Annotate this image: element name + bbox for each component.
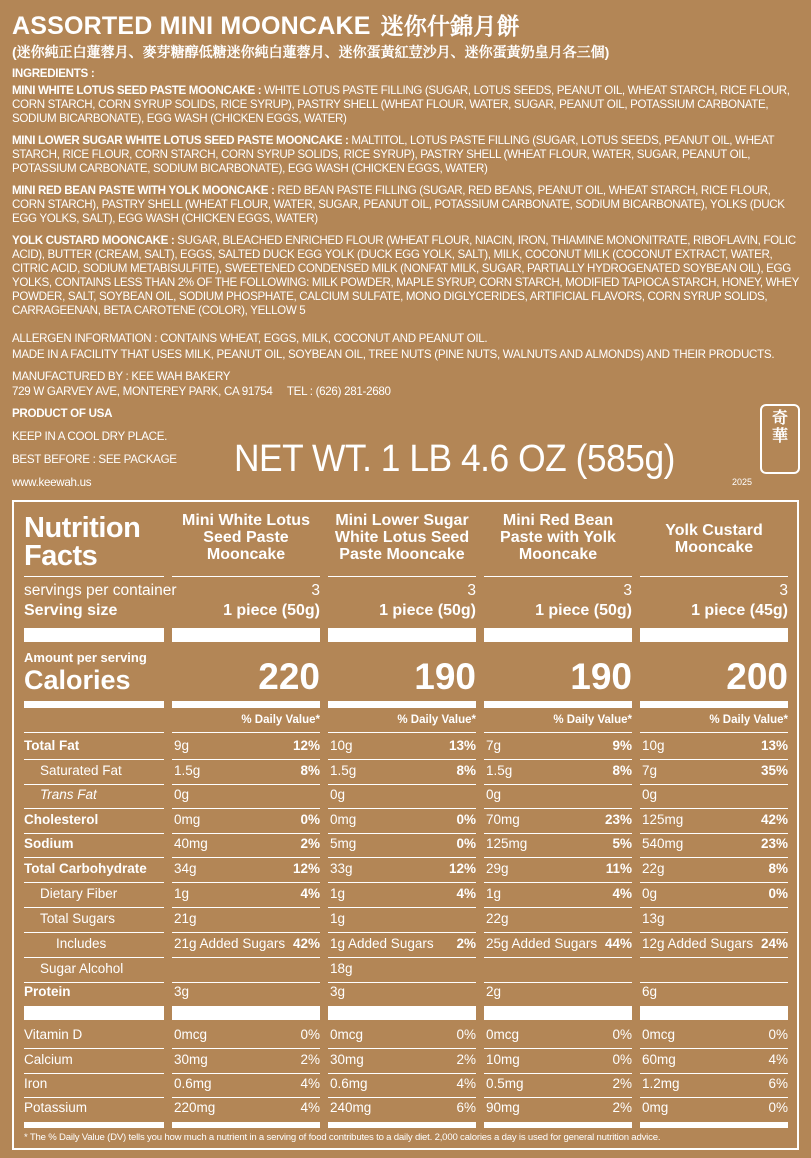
vitamin-amount: 0mcg	[642, 1027, 676, 1042]
divider-line	[484, 576, 632, 577]
vitamin-amount: 0.5mg	[486, 1076, 524, 1091]
divider-line	[328, 808, 476, 809]
divider-line	[172, 857, 320, 858]
divider-bar	[328, 628, 476, 642]
nutrient-amount: 10g	[642, 738, 665, 753]
divider-line	[24, 882, 164, 883]
divider-line	[172, 784, 320, 785]
divider-bar	[24, 628, 164, 642]
divider-bar	[172, 1122, 320, 1128]
year-label: 2025	[732, 477, 753, 487]
nutrient-daily-value: 0%	[768, 886, 788, 901]
nutrient-amount: 2g	[486, 984, 502, 999]
divider-line	[24, 784, 164, 785]
divider-line	[640, 882, 788, 883]
divider-line	[484, 833, 632, 834]
vitamin-daily-value: 0%	[768, 1100, 788, 1115]
divider-line	[640, 759, 788, 760]
product-name-header	[172, 512, 320, 563]
divider-line	[640, 1097, 788, 1098]
storage: KEEP IN A COOL DRY PLACE.	[12, 430, 168, 443]
nutrient-daily-value: 44%	[604, 936, 632, 951]
divider-bar	[640, 701, 788, 708]
nutrient-daily-value: 11%	[605, 861, 632, 876]
vitamin-daily-value: 6%	[768, 1076, 788, 1091]
divider-line	[640, 833, 788, 834]
servings-value: 3	[779, 582, 788, 599]
nutrient-daily-value: 35%	[760, 763, 788, 778]
vitamin-amount: 60mg	[642, 1052, 676, 1067]
divider-line	[24, 907, 164, 908]
nutrient-label: Total Sugars	[40, 911, 116, 926]
vitamin-daily-value: 2%	[456, 1052, 476, 1067]
vitamin-daily-value: 4%	[456, 1076, 476, 1091]
nutrient-amount: 0g	[642, 787, 658, 802]
divider-line	[328, 982, 476, 983]
divider-line	[484, 1048, 632, 1049]
nutrient-amount: 0mg	[330, 812, 357, 827]
vitamin-daily-value: 2%	[300, 1052, 320, 1067]
divider-bar	[640, 1122, 788, 1128]
nutrient-daily-value: 12%	[292, 861, 320, 876]
divider-line	[172, 957, 320, 958]
nutrient-label: Dietary Fiber	[40, 886, 118, 901]
nutrient-daily-value: 0%	[456, 812, 476, 827]
divider-line	[328, 1097, 476, 1098]
divider-bar	[484, 628, 632, 642]
divider-bar	[484, 1006, 632, 1020]
nutrient-amount: 0g	[642, 886, 658, 901]
vitamin-amount: 1.2mg	[642, 1076, 680, 1091]
vitamin-amount: 10mg	[486, 1052, 520, 1067]
divider-line	[328, 1073, 476, 1074]
vitamin-amount: 0mcg	[174, 1027, 208, 1042]
ingredient-text: SUGAR, BLEACHED ENRICHED FLOUR (WHEAT FLOUR, NIACIN, IRON, THIAMINE MONONITRATE, RIBOFLAVIN, FOLIC ACID), BUTTER (CREAM, SALT), EGGS, SALTED DUCK EGG YOLK (DUCK EGG YOLK, SALT), MILK, COCONUT MILK (COCONUT EXTRACT, WATER, CITRIC ACID, SODIUM METABISULFITE), SWEETENED CONDENSED MILK (NONFAT MILK, SUGAR, PARTIALLY HYDROGENATED SOYBEAN OIL), EGG YOLKS, CONTAINS LESS THAN 2% OF THE FOLLOWING: MILK POWDER, MAPLE SYRUP, CORN STARCH, MODIFIED TAPIOCA STARCH, HONEY, WHEY POWDER, SALT, SOYBEAN OIL, SODIUM PHOSPHATE, CALCIUM SULFATE, MONO DIGLYCERIDES, ARTIFICIAL FLAVORS, CORN SYRUP SOLIDS, CARRAGEENAN, BETA CAROTENE (COLOR), YELLOW 5	[12, 234, 799, 317]
divider-line	[484, 932, 632, 933]
vitamin-amount: 90mg	[486, 1100, 520, 1115]
vitamin-amount: 0mcg	[330, 1027, 364, 1042]
daily-value-header: % Daily Value*	[553, 714, 632, 726]
nutrient-amount: 1g	[486, 886, 502, 901]
divider-bar	[24, 1006, 164, 1020]
serving-size-value: 1 piece (50g)	[223, 602, 320, 619]
nutrient-amount: 1.5g	[486, 763, 513, 778]
website-link[interactable]: www.keewah.us	[12, 476, 92, 489]
ingredient-block	[12, 234, 799, 318]
nutrient-amount: 5mg	[330, 836, 357, 851]
divider-line	[484, 957, 632, 958]
nutrient-daily-value: 12%	[448, 861, 476, 876]
product-name-line: Paste with Yolk	[500, 529, 616, 546]
nutrient-amount: 10g	[330, 738, 353, 753]
nutrient-daily-value: 9%	[612, 738, 632, 753]
daily-value-footnote: * The % Daily Value (DV) tells you how much a nutrient in a serving of food contributes to a daily diet. 2,000 calories a day is used for general nutrition advice.	[24, 1132, 661, 1143]
vitamin-amount: 0mcg	[486, 1027, 520, 1042]
address: 729 W GARVEY AVE, MONTEREY PARK, CA 91754 TEL : (626) 281-2680	[12, 385, 391, 398]
product-name-line: White Lotus Seed	[334, 529, 470, 546]
divider-line	[24, 957, 164, 958]
divider-line	[484, 732, 632, 733]
nutrient-daily-value: 23%	[760, 836, 788, 851]
divider-line	[484, 759, 632, 760]
divider-line	[172, 932, 320, 933]
nutrient-daily-value: 4%	[300, 886, 320, 901]
nutrient-amount: 70mg	[486, 812, 520, 827]
nutrient-daily-value: 24%	[760, 936, 788, 951]
calories-value: 200	[726, 656, 788, 697]
nutrient-amount: 25g Added Sugars	[486, 936, 598, 951]
divider-line	[484, 907, 632, 908]
nutrition-title	[24, 514, 140, 570]
divider-line	[484, 982, 632, 983]
nutrient-amount: 21g	[174, 911, 197, 926]
nutrient-label: Total Fat	[24, 738, 80, 753]
vitamin-daily-value: 0%	[300, 1027, 320, 1042]
servings-value: 3	[311, 582, 320, 599]
nutrient-daily-value: 8%	[300, 763, 320, 778]
divider-line	[24, 982, 164, 983]
vitamin-daily-value: 0%	[612, 1027, 632, 1042]
product-title: ASSORTED MINI MOONCAKE 迷你什錦月餅	[12, 12, 520, 40]
nutrient-amount: 6g	[642, 984, 658, 999]
vitamin-daily-value: 2%	[612, 1076, 632, 1091]
divider-line	[328, 1048, 476, 1049]
divider-line	[640, 808, 788, 809]
nutrient-amount: 40mg	[174, 836, 208, 851]
nutrient-daily-value: 42%	[760, 812, 788, 827]
nutrition-facts-panel	[12, 500, 799, 1150]
nutrient-daily-value: 4%	[456, 886, 476, 901]
nutrient-label: Includes	[56, 936, 107, 951]
vitamin-daily-value: 4%	[768, 1052, 788, 1067]
vitamin-daily-value: 0%	[456, 1027, 476, 1042]
vitamin-daily-value: 0%	[612, 1052, 632, 1067]
ingredient-block	[12, 84, 799, 126]
serving-size-value: 1 piece (50g)	[379, 602, 476, 619]
divider-line	[484, 857, 632, 858]
nutrient-amount: 13g	[642, 911, 665, 926]
vitamin-amount: 220mg	[174, 1100, 216, 1115]
nutrient-amount: 21g Added Sugars	[174, 936, 286, 951]
ingredient-product-name: MINI LOWER SUGAR WHITE LOTUS SEED PASTE MOONCAKE :	[12, 134, 349, 147]
servings-value: 3	[623, 582, 632, 599]
divider-line	[172, 1097, 320, 1098]
divider-line	[640, 784, 788, 785]
nutrient-amount: 33g	[330, 861, 353, 876]
serving-size-value: 1 piece (50g)	[535, 602, 632, 619]
facility-info: MADE IN A FACILITY THAT USES MILK, PEANUT OIL, SOYBEAN OIL, TREE NUTS (PINE NUTS, WALNUTS AND ALMONDS) AND THEIR PRODUCTS.	[12, 348, 775, 361]
divider-line	[328, 784, 476, 785]
nutrient-amount: 1g	[174, 886, 190, 901]
divider-line	[24, 932, 164, 933]
divider-line	[328, 957, 476, 958]
divider-line	[484, 784, 632, 785]
nutrient-amount: 125mg	[642, 812, 684, 827]
divider-bar	[640, 1006, 788, 1020]
divider-line	[328, 932, 476, 933]
vitamin-daily-value: 2%	[612, 1100, 632, 1115]
nutrient-label: Sugar Alcohol	[40, 961, 124, 976]
nutrient-amount: 3g	[330, 984, 346, 999]
nutrient-amount: 1.5g	[174, 763, 201, 778]
nutrient-amount: 7g	[642, 763, 658, 778]
divider-bar	[172, 1006, 320, 1020]
divider-line	[328, 732, 476, 733]
divider-line	[172, 907, 320, 908]
net-weight: NET WT. 1 LB 4.6 OZ (585g)	[234, 438, 675, 480]
divider-line	[24, 808, 164, 809]
product-name-header	[640, 522, 788, 556]
amount-per-serving-label: Amount per serving	[24, 650, 147, 665]
nutrient-amount: 1g Added Sugars	[330, 936, 434, 951]
nutrient-amount: 3g	[174, 984, 190, 999]
nutrient-amount: 29g	[486, 861, 509, 876]
vitamin-label: Calcium	[24, 1052, 73, 1067]
divider-bar	[24, 701, 164, 708]
nutrient-daily-value: 42%	[292, 936, 320, 951]
product-name-line: Mooncake	[518, 546, 598, 563]
nutrient-daily-value: 2%	[456, 936, 476, 951]
divider-line	[24, 1097, 164, 1098]
divider-bar	[640, 628, 788, 642]
nutrient-amount: 0g	[486, 787, 502, 802]
nutrient-label: Cholesterol	[24, 812, 99, 827]
ingredient-text: RED BEAN PASTE FILLING (SUGAR, RED BEANS, PEANUT OIL, WHEAT STARCH, RICE FLOUR, CORN STARCH), PASTRY SHELL (WHEAT FLOUR, WATER, SUGAR, PEANUT OIL, POTASSIUM CARBONATE, SODIUM BICARBONATE), YOLKS (DUCK EGG YOLKS, SALT), EGG WASH (CHICKEN EGGS, WATER)	[12, 184, 785, 225]
nutrient-daily-value: 5%	[612, 836, 632, 851]
nutrient-amount: 125mg	[486, 836, 528, 851]
nutrition-title-line2: Facts	[24, 540, 98, 572]
divider-line	[172, 576, 320, 577]
nutrient-label: Sodium	[24, 836, 74, 851]
divider-line	[172, 732, 320, 733]
divider-line	[484, 1097, 632, 1098]
nutrient-amount: 12g Added Sugars	[642, 936, 754, 951]
divider-bar	[172, 701, 320, 708]
servings-value: 3	[467, 582, 476, 599]
divider-bar	[484, 1122, 632, 1128]
product-name-line: Yolk Custard	[665, 522, 763, 539]
nutrient-amount: 540mg	[642, 836, 684, 851]
allergen-info: ALLERGEN INFORMATION : CONTAINS WHEAT, EGGS, MILK, COCONUT AND PEANUT OIL.	[12, 332, 488, 345]
nutrient-label: Saturated Fat	[40, 763, 122, 778]
product-name-line: Mini White Lotus	[182, 512, 310, 529]
product-name-line: Mooncake	[674, 539, 754, 556]
nutrient-daily-value: 8%	[768, 861, 788, 876]
divider-bar	[172, 628, 320, 642]
calories-label: Calories	[24, 665, 131, 695]
divider-line	[328, 882, 476, 883]
vitamin-daily-value: 0%	[768, 1027, 788, 1042]
nutrient-daily-value: 8%	[612, 763, 632, 778]
divider-line	[24, 732, 164, 733]
nutrient-amount: 1g	[330, 911, 346, 926]
divider-bar	[328, 701, 476, 708]
calories-value: 220	[258, 656, 320, 697]
divider-line	[172, 1048, 320, 1049]
vitamin-amount: 0mg	[642, 1100, 669, 1115]
vitamin-label: Vitamin D	[24, 1027, 83, 1042]
ingredient-text: MALTITOL, LOTUS PASTE FILLING (SUGAR, LOTUS SEEDS, PEANUT OIL, WHEAT STARCH, RICE FLOUR, CORN STARCH, CORN SYRUP SOLIDS, RICE SYRUP), PASTRY SHELL (WHEAT FLOUR, WATER, SUGAR, PEANUT OIL, POTASSIUM CARBONATE, SODIUM BICARBONATE), EGG WASH (CHICKEN EGGS, WATER)	[12, 134, 775, 175]
ingredient-text: WHITE LOTUS PASTE FILLING (SUGAR, LOTUS SEEDS, PEANUT OIL, WHEAT STARCH, RICE FLOUR, CORN STARCH, CORN SYRUP SOLIDS, RICE SYRUP), PASTRY SHELL (WHEAT FLOUR, WATER, SUGAR, PEANUT OIL, POTASSIUM CARBONATE, SODIUM BICARBONATE), EGG WASH (CHICKEN EGGS, WATER)	[12, 84, 790, 125]
nutrient-label: Trans Fat	[40, 787, 97, 802]
divider-line	[640, 907, 788, 908]
divider-line	[484, 882, 632, 883]
daily-value-header: % Daily Value*	[397, 714, 476, 726]
divider-line	[328, 857, 476, 858]
divider-line	[172, 882, 320, 883]
product-name-line: Mini Lower Sugar	[335, 512, 469, 529]
divider-line	[640, 576, 788, 577]
divider-line	[640, 932, 788, 933]
divider-line	[24, 576, 164, 577]
vitamin-amount: 30mg	[174, 1052, 208, 1067]
divider-line	[640, 957, 788, 958]
divider-line	[24, 1073, 164, 1074]
divider-line	[172, 833, 320, 834]
divider-line	[328, 759, 476, 760]
serving-size-label: Serving size	[24, 602, 118, 619]
nutrient-daily-value: 23%	[604, 812, 632, 827]
divider-line	[640, 982, 788, 983]
nutrient-amount: 0g	[174, 787, 190, 802]
product-name-line: Paste Mooncake	[339, 546, 465, 563]
divider-bar	[328, 1122, 476, 1128]
divider-line	[484, 1073, 632, 1074]
nutrient-amount: 7g	[486, 738, 502, 753]
ingredients-heading: INGREDIENTS :	[12, 67, 95, 80]
divider-line	[172, 759, 320, 760]
product-subtitle: (迷你純正白蓮蓉月、麥芽糖醇低糖迷你純白蓮蓉月、迷你蛋黃紅荳沙月、迷你蛋黃奶皇月各三個)	[12, 44, 610, 60]
nutrient-daily-value: 8%	[456, 763, 476, 778]
vitamin-daily-value: 6%	[456, 1100, 476, 1115]
daily-value-header: % Daily Value*	[709, 714, 788, 726]
origin: PRODUCT OF USA	[12, 407, 113, 420]
manufacturer: MANUFACTURED BY : KEE WAH BAKERY	[12, 370, 231, 383]
product-name-header	[328, 512, 476, 563]
divider-bar	[24, 1122, 164, 1128]
nutrient-daily-value: 13%	[760, 738, 788, 753]
product-title-cn: 迷你什錦月餅	[380, 13, 520, 39]
nutrient-daily-value: 0%	[456, 836, 476, 851]
nutrient-label: Protein	[24, 984, 71, 999]
nutrient-amount: 22g	[642, 861, 665, 876]
product-name-line: Mini Red Bean	[502, 512, 614, 529]
vitamin-label: Iron	[24, 1076, 48, 1091]
ingredient-block	[12, 184, 799, 226]
product-name-line: Mooncake	[206, 546, 286, 563]
ingredient-product-name: YOLK CUSTARD MOONCAKE :	[12, 234, 175, 247]
divider-line	[24, 759, 164, 760]
nutrient-amount: 9g	[174, 738, 190, 753]
vitamin-amount: 240mg	[330, 1100, 372, 1115]
divider-line	[172, 982, 320, 983]
divider-bar	[328, 1006, 476, 1020]
product-name-header	[484, 512, 632, 563]
servings-label: servings per container	[24, 582, 177, 599]
nutrient-amount: 22g	[486, 911, 509, 926]
nutrient-daily-value: 2%	[300, 836, 320, 851]
divider-line	[24, 857, 164, 858]
nutrient-amount: 1.5g	[330, 763, 357, 778]
nutrition-title-line1: Nutrition	[24, 512, 141, 544]
calories-value: 190	[570, 656, 632, 697]
vitamin-amount: 30mg	[330, 1052, 364, 1067]
vitamin-amount: 0.6mg	[174, 1076, 212, 1091]
divider-line	[640, 732, 788, 733]
divider-line	[172, 1073, 320, 1074]
best-before: BEST BEFORE : SEE PACKAGE	[12, 453, 177, 466]
divider-line	[328, 907, 476, 908]
nutrient-daily-value: 12%	[292, 738, 320, 753]
divider-line	[640, 1048, 788, 1049]
divider-line	[172, 808, 320, 809]
divider-line	[24, 833, 164, 834]
divider-line	[328, 833, 476, 834]
ingredient-block	[12, 134, 799, 176]
nutrient-amount: 18g	[330, 961, 353, 976]
brand-seal-logo: 奇 華	[760, 404, 800, 474]
vitamin-daily-value: 4%	[300, 1076, 320, 1091]
nutrient-daily-value: 4%	[612, 886, 632, 901]
nutrient-amount: 0mg	[174, 812, 201, 827]
divider-line	[640, 1073, 788, 1074]
divider-line	[24, 1048, 164, 1049]
vitamin-label: Potassium	[24, 1100, 88, 1115]
divider-line	[484, 808, 632, 809]
calories-value: 190	[414, 656, 476, 697]
product-name-line: Seed Paste	[203, 529, 289, 546]
nutrient-daily-value: 13%	[448, 738, 476, 753]
ingredient-product-name: MINI WHITE LOTUS SEED PASTE MOONCAKE :	[12, 84, 262, 97]
vitamin-daily-value: 4%	[300, 1100, 320, 1115]
ingredient-product-name: MINI RED BEAN PASTE WITH YOLK MOONCAKE :	[12, 184, 275, 197]
vitamin-amount: 0.6mg	[330, 1076, 368, 1091]
divider-line	[328, 576, 476, 577]
daily-value-header: % Daily Value*	[241, 714, 320, 726]
nutrient-amount: 0g	[330, 787, 346, 802]
divider-line	[640, 857, 788, 858]
nutrient-daily-value: 0%	[300, 812, 320, 827]
nutrient-label: Total Carbohydrate	[24, 861, 147, 876]
nutrient-amount: 1g	[330, 886, 346, 901]
nutrient-amount: 34g	[174, 861, 197, 876]
divider-bar	[484, 701, 632, 708]
serving-size-value: 1 piece (45g)	[691, 602, 788, 619]
